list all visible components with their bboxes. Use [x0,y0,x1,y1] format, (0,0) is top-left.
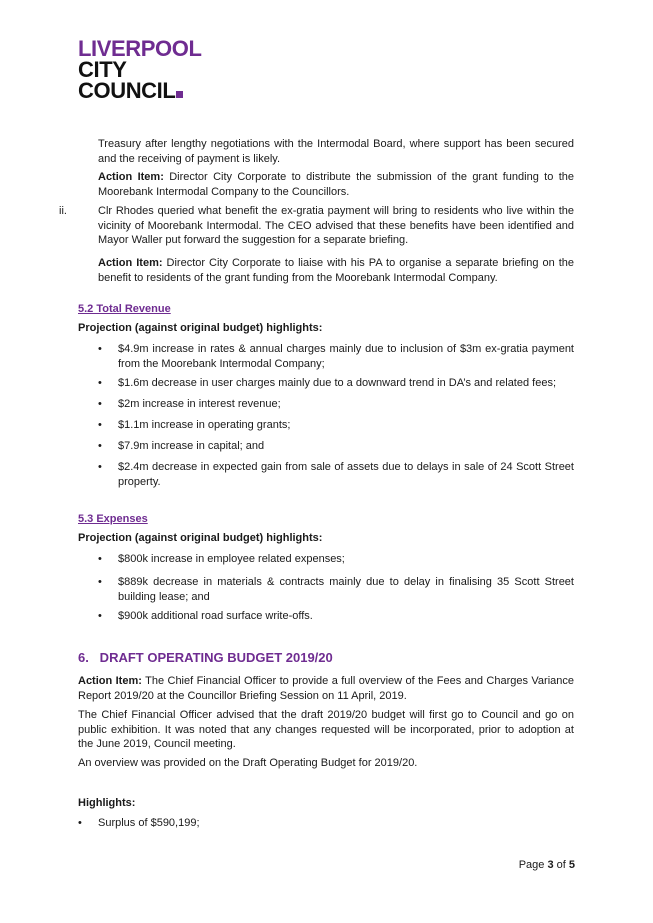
bullet-icon: • [98,461,102,473]
section6-action-item [78,674,574,703]
revenue-subheading: Projection (against original budget) highlights: [78,322,323,334]
action-item-label: Action Item: [98,171,164,183]
heading-draft-operating-budget: 6. DRAFT OPERATING BUDGET 2019/20 [78,650,333,665]
item-ii-text: Clr Rhodes queried what benefit the ex-gratia payment will bring to residents who live within the vicinity of Moorebank Intermodal. The CEO advised that these benefits have been identified and Mayor Waller put forward the suggestion for a separate briefing. [98,205,574,246]
logo-line-liverpool: LIVERPOOL [78,36,202,61]
bullet-icon: • [98,610,102,622]
action-item-label: Action Item: [98,257,163,269]
logo-line-city: CITY [78,57,127,82]
list-marker-ii: ii. [59,205,67,217]
section6-paragraph-1: The Chief Financial Officer advised that the draft 2019/20 budget will first go to Council and go on public exhibition. It was noted that any changes requested will be incorporated, prior to adoption at the June 2019, Council meeting. [78,709,574,750]
bullet-icon: • [98,398,102,410]
heading-total-revenue: 5.2 Total Revenue [78,303,171,315]
continuation-paragraph: Treasury after lengthy negotiations with the Intermodal Board, where support has been secured and the receiving of payment is likely. [98,138,574,165]
action-item-2 [98,256,574,285]
action-item-text: The Chief Financial Officer to provide a full overview of the Fees and Charges Variance Report 2019/20 at the Councillor Briefing Session on 11 April, 2019. [78,675,575,702]
logo-line-council: COUNCIL [78,80,202,101]
page-number: Page 3 of 5 [518,859,575,871]
bullet-icon: • [78,817,82,829]
council-logo [78,38,202,101]
heading-expenses: 5.3 Expenses [78,513,148,525]
expenses-subheading: Projection (against original budget) highlights: [78,532,323,544]
section6-paragraph-2: An overview was provided on the Draft Operating Budget for 2019/20. [78,757,418,769]
bullet-icon: • [98,343,102,355]
highlights-heading: Highlights: [78,797,136,809]
action-item-text: Director City Corporate to liaise with his PA to organise a separate briefing on the benefit to residents of the grant funding from the Moorebank Intermodal Company. [98,257,574,284]
bullet-icon: • [98,419,102,431]
bullet-icon: • [98,553,102,565]
bullet-icon: • [98,440,102,452]
logo-square-icon [176,91,183,98]
bullet-icon: • [98,377,102,389]
action-item-label: Action Item: [78,675,142,687]
bullet-icon: • [98,576,102,588]
action-item-1 [98,170,574,199]
action-item-text: Director City Corporate to distribute the submission of the grant funding to the Moorebank Intermodal Company to the Councillors. [98,171,574,198]
